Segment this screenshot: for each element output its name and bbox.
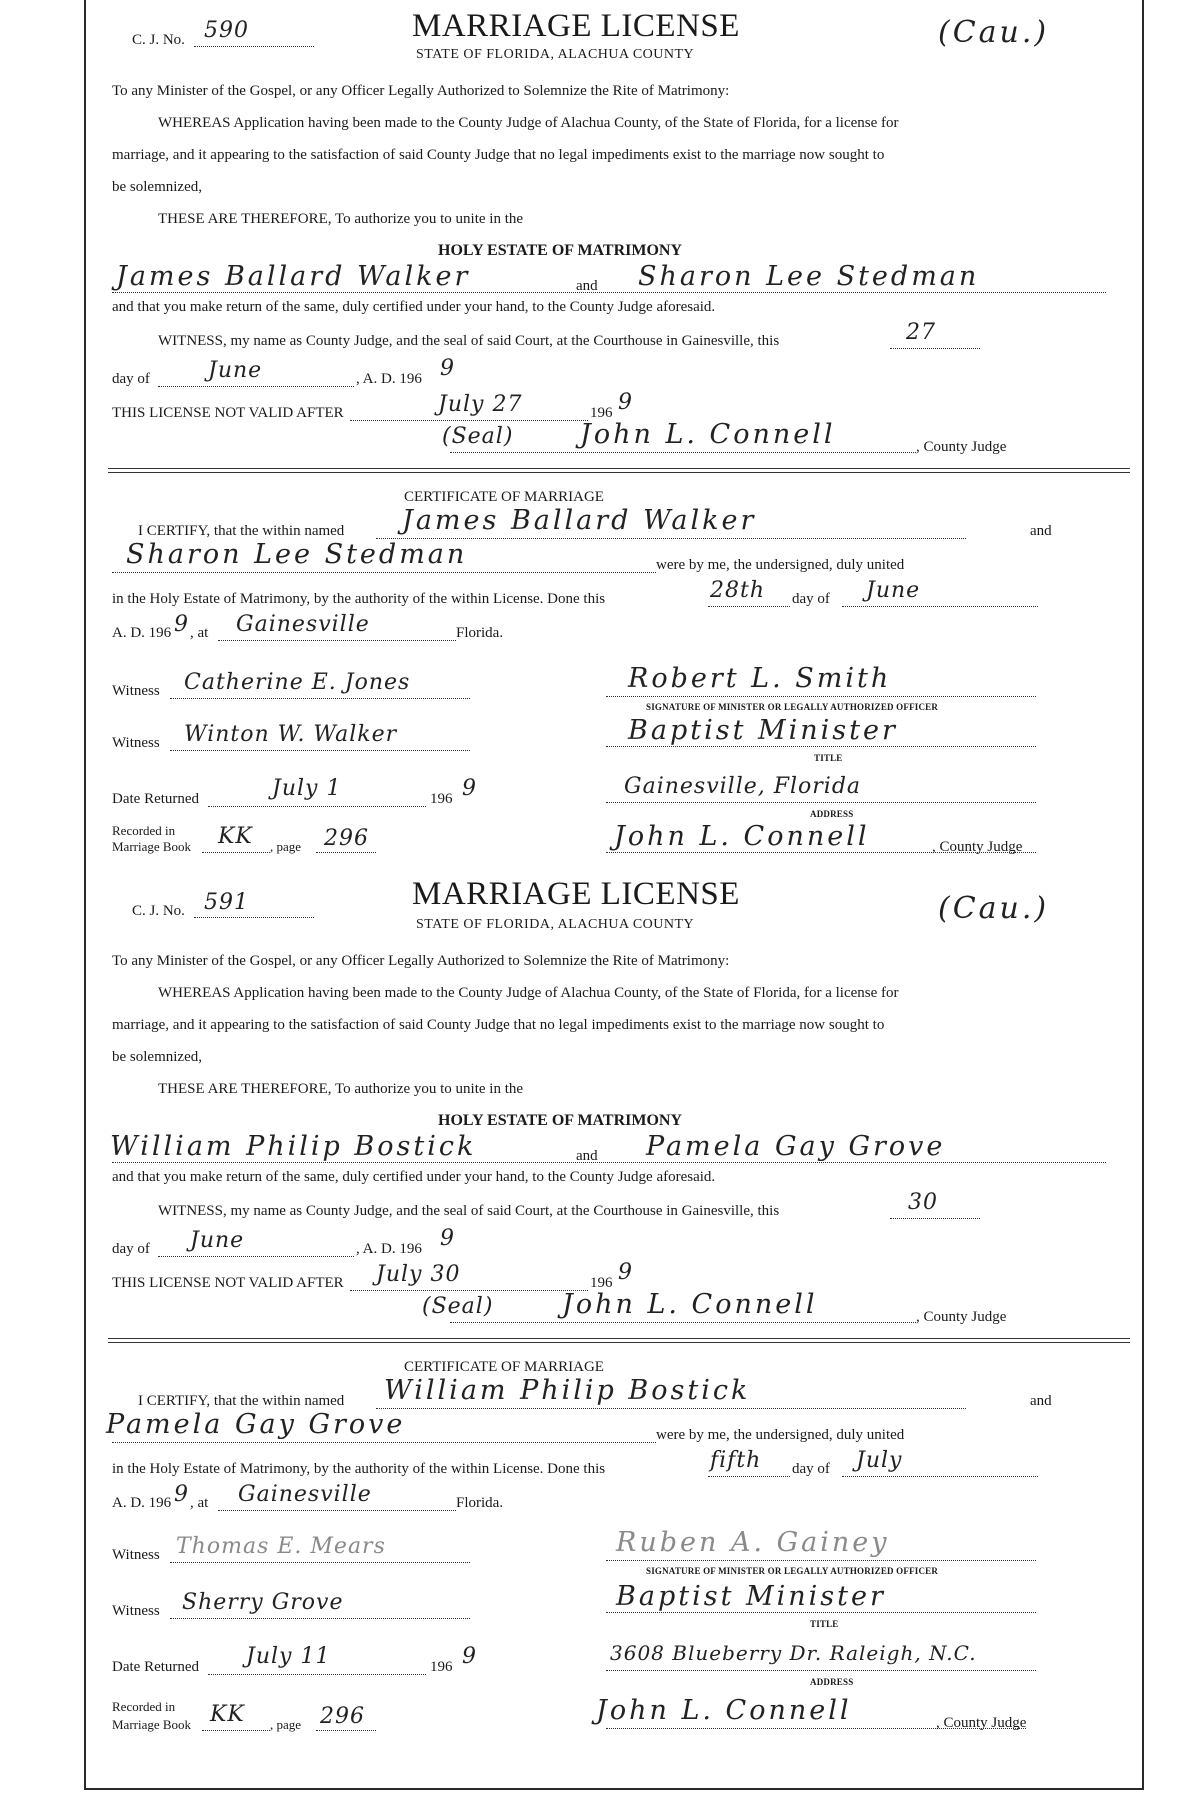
- recorded-signature: John L. Connell: [596, 1695, 852, 1726]
- officer-signature: Ruben A. Gainey: [616, 1527, 890, 1558]
- title-caption: TITLE: [810, 1619, 839, 1629]
- officer-address-line: [606, 802, 1036, 803]
- section-divider: [108, 1338, 1130, 1339]
- address-caption: ADDRESS: [810, 809, 854, 819]
- page-line: [316, 852, 376, 853]
- return-line: and that you make return of the same, duly certified under your hand, to the County Judge aforesaid.: [112, 299, 716, 315]
- witness-1-line: [170, 1562, 470, 1563]
- and-label: and: [576, 278, 598, 294]
- marriage-place: Gainesville: [236, 612, 370, 637]
- cj-number: 591: [204, 890, 249, 915]
- place-line: [218, 1510, 456, 1511]
- recorded-in-label: Recorded in: [112, 1699, 176, 1714]
- book-number: KK: [218, 824, 253, 849]
- returned-year: 9: [462, 1644, 477, 1669]
- bride-name: Sharon Lee Stedman: [638, 261, 980, 292]
- done-month-line: [842, 606, 1038, 607]
- done-day-line: [708, 1476, 790, 1477]
- whereas-line-1: WHEREAS Application having been made to the County Judge of Alachua County, of the State of Florida, for a license for: [158, 115, 899, 131]
- officer-signature: Robert L. Smith: [628, 663, 892, 694]
- seal-mark: (Seal): [442, 424, 514, 449]
- holy-estate-line: in the Holy Estate of Matrimony, by the authority of the within License. Done this: [112, 591, 606, 607]
- judge-signature-line: [450, 1322, 916, 1323]
- date-returned-line: [208, 806, 426, 807]
- certificate-title: CERTIFICATE OF MARRIAGE: [404, 1359, 604, 1375]
- officer-address: 3608 Blueberry Dr. Raleigh, N.C.: [610, 1641, 977, 1665]
- date-returned-label: Date Returned: [112, 791, 200, 807]
- at-label: , at: [190, 625, 209, 641]
- witness-1-line: [170, 698, 470, 699]
- cert-bride-line: [112, 572, 656, 573]
- license-year: 9: [440, 356, 455, 381]
- done-day: 28th: [710, 578, 766, 603]
- page-label: , page: [270, 1717, 302, 1732]
- witness-1-signature: Thomas E. Mears: [176, 1534, 386, 1559]
- judge-signature: John L. Connell: [562, 1289, 818, 1320]
- marriage-book-label: Marriage Book: [112, 839, 192, 854]
- officer-title: Baptist Minister: [616, 1581, 886, 1612]
- address-line: To any Minister of the Gospel, or any Officer Legally Authorized to Solemnize the Rite of Matrimony:: [112, 953, 730, 969]
- recorded-in-label: Recorded in: [112, 823, 176, 838]
- book-line: [202, 852, 270, 853]
- judge-signature: John L. Connell: [580, 419, 836, 450]
- title-caption: TITLE: [814, 753, 843, 763]
- done-month-line: [842, 1476, 1038, 1477]
- day-line: [890, 348, 980, 349]
- not-valid-line: [350, 1290, 588, 1291]
- groom-name: James Ballard Walker: [116, 261, 471, 292]
- month-line: [158, 386, 354, 387]
- whereas-line-3: be solemnized,: [112, 1049, 202, 1065]
- therefore-line: THESE ARE THEREFORE, To authorize you to unite in the: [158, 1081, 524, 1097]
- witness-2-label: Witness: [112, 1603, 160, 1619]
- license-month: June: [190, 1228, 245, 1253]
- book-line: [202, 1730, 270, 1731]
- license-month: June: [208, 358, 263, 383]
- cert-and-label: and: [1030, 523, 1052, 539]
- county-judge-label: , County Judge: [916, 439, 1007, 455]
- license-title: MARRIAGE LICENSE: [412, 8, 740, 44]
- at-label: , at: [190, 1495, 209, 1511]
- and-label: and: [576, 1148, 598, 1164]
- month-line: [158, 1256, 354, 1257]
- returned-date: July 11: [246, 1644, 331, 1669]
- done-day-line: [708, 606, 790, 607]
- officer-caption: SIGNATURE OF MINISTER OR LEGALLY AUTHORIZED OFFICER: [646, 1566, 939, 1576]
- holy-estate-heading: HOLY ESTATE OF MATRIMONY: [438, 242, 683, 259]
- whereas-line-1: WHEREAS Application having been made to the County Judge of Alachua County, of the State of Florida, for a license for: [158, 985, 899, 1001]
- return-line: and that you make return of the same, duly certified under your hand, to the County Judge aforesaid.: [112, 1169, 716, 1185]
- witness-2-signature: Winton W. Walker: [184, 722, 398, 747]
- done-day-of-label: day of: [792, 591, 830, 607]
- witness-1-label: Witness: [112, 1547, 160, 1563]
- done-month: July: [856, 1448, 903, 1473]
- cj-number: 590: [204, 18, 249, 43]
- license-subtitle: STATE OF FLORIDA, ALACHUA COUNTY: [416, 47, 695, 62]
- officer-title-line: [606, 1612, 1036, 1613]
- cert-bride: Sharon Lee Stedman: [126, 539, 468, 570]
- names-line: [112, 1162, 1106, 1163]
- cj-number-label: C. J. No.: [132, 903, 185, 919]
- cj-number-line: [194, 46, 314, 47]
- recorded-signature: John L. Connell: [614, 821, 870, 852]
- witness-line: WITNESS, my name as County Judge, and the seal of said Court, at the Courthouse in Gainesville, this: [158, 333, 780, 349]
- done-day: fifth: [710, 1448, 762, 1473]
- day-of-label: day of: [112, 1241, 150, 1257]
- officer-title: Baptist Minister: [628, 715, 898, 746]
- not-valid-year-prefix: 196: [590, 405, 613, 421]
- certificate-title: CERTIFICATE OF MARRIAGE: [404, 489, 604, 505]
- date-returned-label: Date Returned: [112, 1659, 200, 1675]
- returned-year: 9: [462, 776, 477, 801]
- whereas-line-2: marriage, and it appearing to the satisfaction of said County Judge that no legal impediments exist to the marriage now sought to: [112, 147, 885, 163]
- marriage-place: Gainesville: [238, 1482, 372, 1507]
- officer-title-line: [606, 746, 1036, 747]
- not-valid-label: THIS LICENSE NOT VALID AFTER: [112, 405, 344, 421]
- address-line: To any Minister of the Gospel, or any Officer Legally Authorized to Solemnize the Rite of Matrimony:: [112, 83, 730, 99]
- page-label: , page: [270, 839, 302, 854]
- officer-address: Gainesville, Florida: [624, 774, 862, 799]
- certify-label: I CERTIFY, that the within named: [138, 523, 345, 539]
- holy-estate-heading: HOLY ESTATE OF MATRIMONY: [438, 1112, 683, 1129]
- ad-label: , A. D. 196: [356, 371, 422, 387]
- day-number: 27: [906, 320, 936, 345]
- whereas-line-2: marriage, and it appearing to the satisfaction of said County Judge that no legal impediments exist to the marriage now sought to: [112, 1017, 885, 1033]
- corner-note: (Cau.): [938, 15, 1050, 50]
- not-valid-date: July 30: [376, 1262, 461, 1287]
- bride-name: Pamela Gay Grove: [646, 1131, 946, 1162]
- cert-groom: James Ballard Walker: [402, 505, 757, 536]
- book-number: KK: [210, 1702, 245, 1727]
- returned-year-prefix: 196: [430, 791, 453, 807]
- groom-name: William Philip Bostick: [110, 1131, 477, 1162]
- not-valid-label: THIS LICENSE NOT VALID AFTER: [112, 1275, 344, 1291]
- page-number: 296: [324, 826, 369, 851]
- whereas-line-3: be solemnized,: [112, 179, 202, 195]
- ad-label: , A. D. 196: [356, 1241, 422, 1257]
- cj-number-label: C. J. No.: [132, 32, 185, 48]
- not-valid-year-prefix: 196: [590, 1275, 613, 1291]
- day-number: 30: [908, 1190, 938, 1215]
- not-valid-date: July 27: [438, 392, 523, 417]
- witness-2-line: [170, 1618, 470, 1619]
- cert-and-label: and: [1030, 1393, 1052, 1409]
- address-caption: ADDRESS: [810, 1677, 854, 1687]
- officer-address-line: [606, 1670, 1036, 1671]
- page-line: [316, 1730, 376, 1731]
- license-subtitle: STATE OF FLORIDA, ALACHUA COUNTY: [416, 917, 695, 932]
- witness-line: WITNESS, my name as County Judge, and the seal of said Court, at the Courthouse in Gainesville, this: [158, 1203, 780, 1219]
- were-by-me: were by me, the undersigned, duly united: [656, 557, 905, 573]
- judge-signature-line: [450, 452, 916, 453]
- names-line: [112, 292, 1106, 293]
- holy-estate-line: in the Holy Estate of Matrimony, by the authority of the within License. Done this: [112, 1461, 606, 1477]
- cert-groom: William Philip Bostick: [384, 1375, 751, 1406]
- certify-label: I CERTIFY, that the within named: [138, 1393, 345, 1409]
- not-valid-year: 9: [618, 1260, 633, 1285]
- cj-number-line: [194, 917, 314, 918]
- marriage-license-590: [86, 0, 1140, 870]
- not-valid-year: 9: [618, 390, 633, 415]
- witness-1-label: Witness: [112, 683, 160, 699]
- witness-2-label: Witness: [112, 735, 160, 751]
- not-valid-line: [350, 420, 588, 421]
- witness-2-line: [170, 750, 470, 751]
- recorded-county-judge: , County Judge: [932, 839, 1023, 855]
- cert-bride: Pamela Gay Grove: [106, 1409, 406, 1440]
- witness-2-signature: Sherry Grove: [182, 1590, 344, 1615]
- cert-ad-year: 9: [174, 1482, 189, 1507]
- cert-bride-line: [112, 1442, 656, 1443]
- officer-signature-line: [606, 1560, 1036, 1561]
- were-by-me: were by me, the undersigned, duly united: [656, 1427, 905, 1443]
- witness-1-signature: Catherine E. Jones: [184, 670, 411, 695]
- page-number: 296: [320, 1704, 365, 1729]
- florida-label: Florida.: [456, 1495, 504, 1511]
- florida-label: Florida.: [456, 625, 504, 641]
- cert-ad-year: 9: [174, 612, 189, 637]
- county-judge-label: , County Judge: [916, 1309, 1007, 1325]
- returned-date: July 1: [272, 776, 342, 801]
- done-day-of-label: day of: [792, 1461, 830, 1477]
- officer-signature-line: [606, 696, 1036, 697]
- license-title: MARRIAGE LICENSE: [412, 876, 740, 912]
- marriage-license-591: [86, 870, 1140, 1788]
- date-returned-line: [208, 1674, 426, 1675]
- therefore-line: THESE ARE THEREFORE, To authorize you to unite in the: [158, 211, 524, 227]
- section-divider: [108, 468, 1130, 469]
- done-month: June: [866, 578, 921, 603]
- recorded-county-judge: , County Judge: [936, 1715, 1027, 1731]
- cert-ad-label: A. D. 196: [112, 625, 172, 641]
- license-year: 9: [440, 1226, 455, 1251]
- place-line: [218, 640, 456, 641]
- day-of-label: day of: [112, 371, 150, 387]
- cert-ad-label: A. D. 196: [112, 1495, 172, 1511]
- cert-groom-line: [376, 1408, 966, 1409]
- corner-note: (Cau.): [938, 891, 1050, 926]
- seal-mark: (Seal): [422, 1294, 494, 1319]
- marriage-book-label: Marriage Book: [112, 1717, 192, 1732]
- day-line: [890, 1218, 980, 1219]
- returned-year-prefix: 196: [430, 1659, 453, 1675]
- officer-caption: SIGNATURE OF MINISTER OR LEGALLY AUTHORIZED OFFICER: [646, 702, 939, 712]
